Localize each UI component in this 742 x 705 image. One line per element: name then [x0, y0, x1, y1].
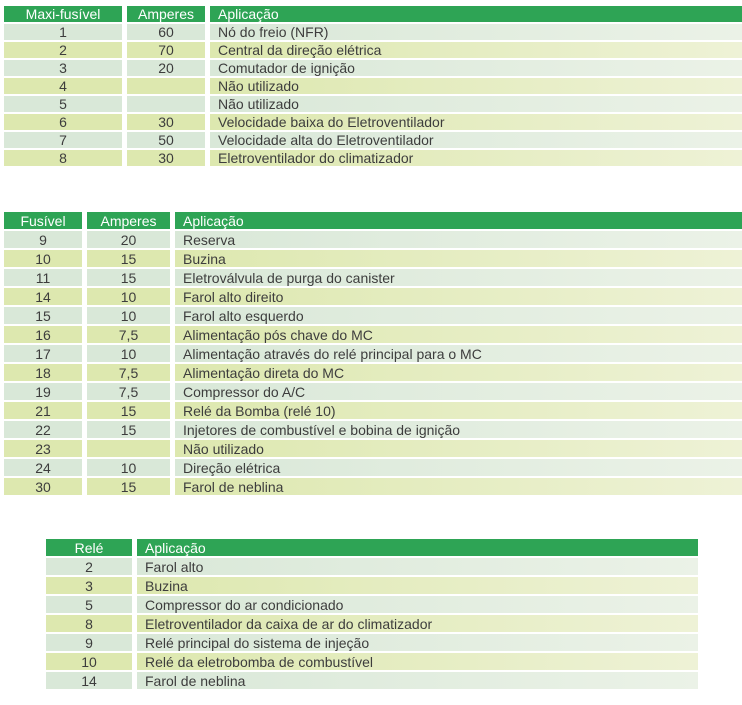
value-cell: 1 [4, 24, 122, 40]
application-cell: Relé da Bomba (relé 10) [175, 402, 742, 419]
value-cell: 30 [4, 478, 82, 495]
table-row [4, 231, 742, 248]
table-row [4, 307, 742, 324]
application-cell: Eletroventilador do climatizador [210, 150, 742, 166]
application-cell: Não utilizado [210, 96, 742, 112]
application-cell: Eletroventilador da caixa de ar do climatizador [137, 615, 698, 632]
value-cell: 9 [4, 231, 82, 248]
table-row [4, 132, 742, 148]
value-cell: 9 [46, 634, 132, 651]
application-cell: Reserva [175, 231, 742, 248]
table-row [4, 288, 742, 305]
value-cell: 17 [4, 345, 82, 362]
table-row [4, 42, 742, 58]
column-header: Amperes [127, 6, 205, 22]
value-cell: 30 [127, 150, 205, 166]
application-cell: Compressor do A/C [175, 383, 742, 400]
application-cell: Central da direção elétrica [210, 42, 742, 58]
value-cell: 14 [46, 672, 132, 689]
table-row [4, 114, 742, 130]
table-row [4, 345, 742, 362]
value-cell: 5 [46, 596, 132, 613]
application-cell: Farol de neblina [137, 672, 698, 689]
application-cell: Velocidade alta do Eletroventilador [210, 132, 742, 148]
value-cell: 2 [46, 558, 132, 575]
application-cell: Não utilizado [175, 440, 742, 457]
value-cell: 19 [4, 383, 82, 400]
value-cell: 15 [4, 307, 82, 324]
table-row [46, 634, 698, 651]
column-header: Maxi-fusível [4, 6, 122, 22]
value-cell: 11 [4, 269, 82, 286]
table-row [4, 421, 742, 438]
value-cell: 10 [46, 653, 132, 670]
value-cell: 3 [4, 60, 122, 76]
value-cell: 16 [4, 326, 82, 343]
value-cell: 14 [4, 288, 82, 305]
column-header: Amperes [87, 212, 170, 229]
value-cell: 10 [87, 288, 170, 305]
application-cell: Relé principal do sistema de injeção [137, 634, 698, 651]
table-row [4, 440, 742, 457]
value-cell: 15 [87, 421, 170, 438]
value-cell: 10 [87, 345, 170, 362]
application-cell: Farol de neblina [175, 478, 742, 495]
value-cell [127, 78, 205, 94]
table-row [46, 653, 698, 670]
application-cell: Farol alto [137, 558, 698, 575]
table-row [4, 78, 742, 94]
value-cell: 15 [87, 402, 170, 419]
value-cell: 7,5 [87, 326, 170, 343]
value-cell [127, 96, 205, 112]
application-cell: Injetores de combustível e bobina de ignição [175, 421, 742, 438]
value-cell: 7 [4, 132, 122, 148]
table-row [4, 383, 742, 400]
application-cell: Alimentação direta do MC [175, 364, 742, 381]
application-cell: Nó do freio (NFR) [210, 24, 742, 40]
value-cell: 8 [46, 615, 132, 632]
value-cell: 23 [4, 440, 82, 457]
application-cell: Farol alto direito [175, 288, 742, 305]
value-cell: 50 [127, 132, 205, 148]
value-cell: 24 [4, 459, 82, 476]
fuse-table [4, 212, 742, 495]
value-cell: 7,5 [87, 364, 170, 381]
table-row [4, 459, 742, 476]
application-cell: Relé da eletrobomba de combustível [137, 653, 698, 670]
table-row [46, 577, 698, 594]
column-header: Fusível [4, 212, 82, 229]
value-cell: 10 [87, 307, 170, 324]
value-cell: 22 [4, 421, 82, 438]
table-row [4, 402, 742, 419]
table-row [46, 672, 698, 689]
table-row [4, 60, 742, 76]
value-cell: 10 [87, 459, 170, 476]
column-header: Aplicação [137, 539, 698, 556]
column-header: Aplicação [210, 6, 742, 22]
value-cell: 20 [87, 231, 170, 248]
column-header: Aplicação [175, 212, 742, 229]
table-row [46, 596, 698, 613]
value-cell: 3 [46, 577, 132, 594]
maxi-fuse-table [4, 6, 742, 166]
value-cell: 10 [4, 250, 82, 267]
table-row [4, 150, 742, 166]
table-row [4, 24, 742, 40]
value-cell: 70 [127, 42, 205, 58]
application-cell: Buzina [137, 577, 698, 594]
value-cell: 4 [4, 78, 122, 94]
value-cell: 8 [4, 150, 122, 166]
table-row [4, 269, 742, 286]
value-cell: 6 [4, 114, 122, 130]
application-cell: Alimentação pós chave do MC [175, 326, 742, 343]
value-cell: 30 [127, 114, 205, 130]
relay-table [46, 539, 698, 689]
application-cell: Direção elétrica [175, 459, 742, 476]
value-cell: 18 [4, 364, 82, 381]
value-cell: 5 [4, 96, 122, 112]
value-cell: 60 [127, 24, 205, 40]
value-cell: 21 [4, 402, 82, 419]
value-cell: 15 [87, 478, 170, 495]
application-cell: Alimentação através do relé principal para o MC [175, 345, 742, 362]
table-row [46, 558, 698, 575]
application-cell: Comutador de ignição [210, 60, 742, 76]
value-cell: 2 [4, 42, 122, 58]
application-cell: Buzina [175, 250, 742, 267]
application-cell: Eletroválvula de purga do canister [175, 269, 742, 286]
application-cell: Farol alto esquerdo [175, 307, 742, 324]
column-header: Relé [46, 539, 132, 556]
table-row [4, 478, 742, 495]
value-cell: 15 [87, 250, 170, 267]
table-row [4, 364, 742, 381]
table-row [4, 96, 742, 112]
application-cell: Compressor do ar condicionado [137, 596, 698, 613]
application-cell: Não utilizado [210, 78, 742, 94]
table-row [4, 250, 742, 267]
table-header-row [46, 539, 698, 556]
table-header-row [4, 212, 742, 229]
value-cell [87, 440, 170, 457]
value-cell: 20 [127, 60, 205, 76]
table-header-row [4, 6, 742, 22]
table-row [46, 615, 698, 632]
application-cell: Velocidade baixa do Eletroventilador [210, 114, 742, 130]
value-cell: 7,5 [87, 383, 170, 400]
value-cell: 15 [87, 269, 170, 286]
table-row [4, 326, 742, 343]
